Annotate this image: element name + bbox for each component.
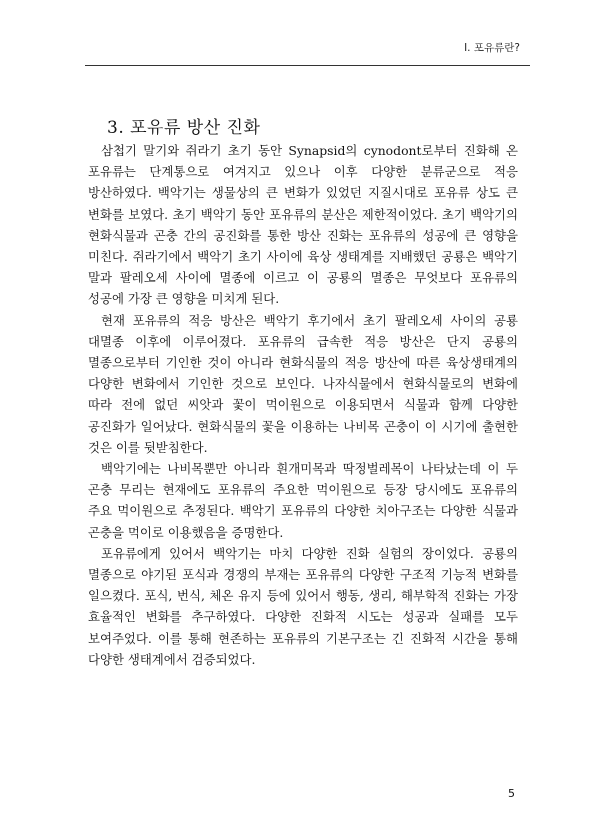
section-title: 3. 포유류 방산 진화 bbox=[107, 118, 261, 138]
paragraph: 현재 포유류의 적응 방산은 백악기 후기에서 초기 팔레오세 사이의 공룡 대멸종 이후에 이루어졌다. 포유류의 급속한 적응 방산은 단지 공룡의 멸종으로부터 기인한 것이 아니라 현화식물의 적응 방산에 따른 육상생태계의 다양한 변화에서 기인한 것으로 보인다. 나자식물에서 현화식물로의 변화에 따라 전에 없던 씨앗과 꽃이 먹이원으로 이용되면서 식물과 함께 다양한 공진화가 일어났다. 현화식물의 꽃을 이용하는 나비목 곤충이 이 시기에 출현한 것은 이를 뒷받침한다. bbox=[88, 312, 518, 455]
paragraph: 포유류에게 있어서 백악기는 마치 다양한 진화 실험의 장이었다. 공룡의 멸종으로 야기된 포식과 경쟁의 부재는 포유류의 다양한 구조적 기능적 변화를 일으켰다. 포식, 번식, 체온 유지 등에 있어서 행동, 생리, 해부학적 진화는 가장 효율적인 변화를 추구하였다. 다양한 진화적 시도는 성공과 실패를 모두 보여주었다. 이를 통해 현존하는 포유류의 기본구조는 긴 진화적 시간을 통해 다양한 생태계에서 검증되었다. bbox=[88, 545, 518, 667]
body-text bbox=[88, 140, 518, 670]
paragraph: 삼첩기 말기와 쥐라기 초기 동안 Synapsid의 cynodont로부터 진화해 온 포유류는 단계통으로 여겨지고 있으나 이후 다양한 분류군으로 적응 방산하였다. 백악기는 생물상의 큰 변화가 있었던 지질시대로 포유류 상도 큰 변화를 보였다. 초기 백악기 동안 포유류의 분산은 제한적이었다. 초기 백악기의 현화식물과 곤충 간의 공진화를 통한 방산 진화는 포유류의 성공에 큰 영향을 미친다. 쥐라기에서 백악기 초기 사이에 육상 생태계를 지배했던 공룡은 백악기 말과 팔레오세 사이에 멸종에 이르고 이 공룡의 멸종은 무엇보다 포유류의 성공에 가장 큰 영향을 미치게 된다. bbox=[88, 143, 518, 307]
paragraph: 백악기에는 나비목뿐만 아니라 흰개미목과 딱정벌레목이 나타났는데 이 두 곤충 무리는 현재에도 포유류의 주요한 먹이원으로 등장 당시에도 포유류의 주요 먹이원으로 추정된다. 백악기 포유류의 다양한 치아구조는 다양한 식물과 곤충을 먹이로 이용했음을 증명한다. bbox=[88, 461, 518, 540]
page-number: 5 bbox=[508, 787, 515, 800]
header-rule bbox=[85, 65, 530, 66]
running-header: I. 포유류란? bbox=[464, 42, 520, 54]
